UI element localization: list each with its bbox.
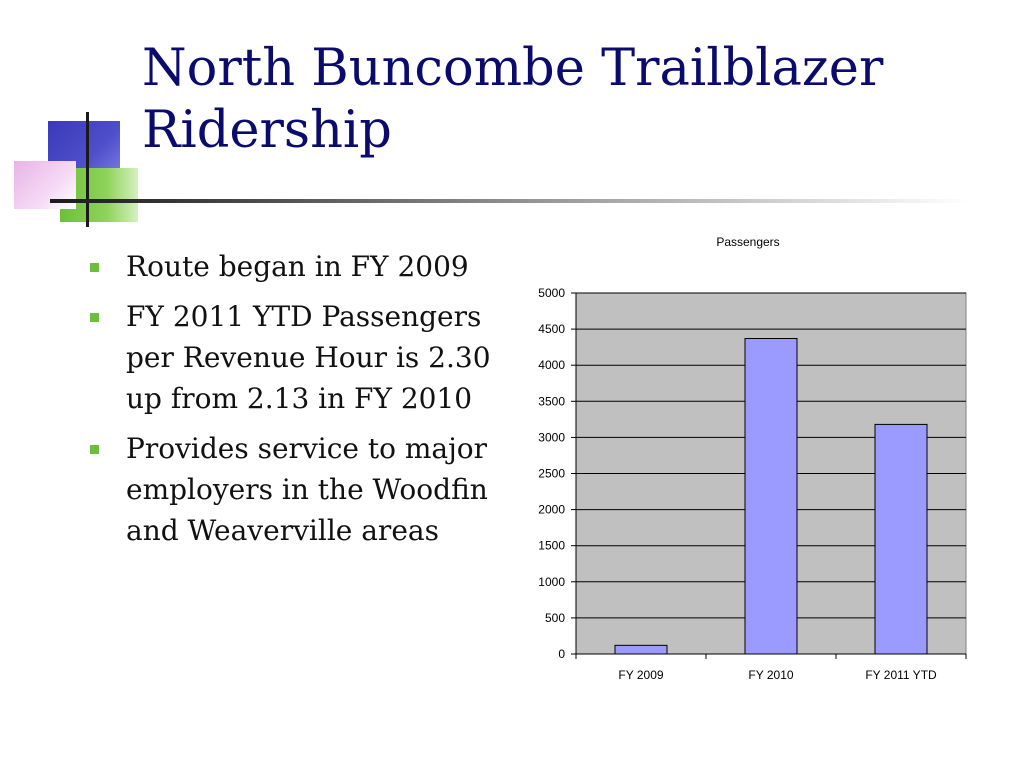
chart-title: Passengers xyxy=(716,235,780,249)
y-tick-label: 4500 xyxy=(538,322,565,337)
y-tick-label: 1000 xyxy=(538,574,565,589)
y-tick-label: 2500 xyxy=(538,466,565,481)
y-tick-label: 2000 xyxy=(538,502,565,517)
bullet-text: Route began in FY 2009 xyxy=(126,250,469,283)
chart-body xyxy=(538,286,966,682)
bar xyxy=(615,645,667,654)
y-tick-label: 5000 xyxy=(538,286,565,300)
y-tick-label: 3500 xyxy=(538,394,565,409)
decor-vertical-line xyxy=(86,112,89,227)
bullet-marker-icon xyxy=(90,445,99,454)
bullet-item xyxy=(90,246,510,287)
y-tick-label: 0 xyxy=(558,647,565,661)
bar xyxy=(875,424,927,654)
title-underline xyxy=(50,199,970,203)
y-tick-label: 4000 xyxy=(538,358,565,373)
y-tick-label: 500 xyxy=(544,610,565,625)
x-tick-label: FY 2010 xyxy=(748,668,794,682)
x-tick-label: FY 2009 xyxy=(618,668,664,682)
bullet-item xyxy=(90,296,510,419)
y-tick-label: 3000 xyxy=(538,430,565,445)
passengers-bar-chart xyxy=(520,228,1000,698)
y-tick-label: 1500 xyxy=(538,538,565,553)
x-tick-label: FY 2011 YTD xyxy=(865,668,937,682)
bullet-text: Provides service to major employers in the Woodfin and Weaverville areas xyxy=(126,432,488,547)
bar xyxy=(745,338,797,654)
bullet-list xyxy=(90,246,510,560)
bullet-marker-icon xyxy=(90,263,99,272)
bullet-item xyxy=(90,428,510,551)
bullet-text: FY 2011 YTD Passengers per Revenue Hour is 2.30 up from 2.13 in FY 2010 xyxy=(126,300,491,415)
bullet-marker-icon xyxy=(90,313,99,322)
slide-title: North Buncombe Trailblazer Ridership xyxy=(142,39,884,160)
